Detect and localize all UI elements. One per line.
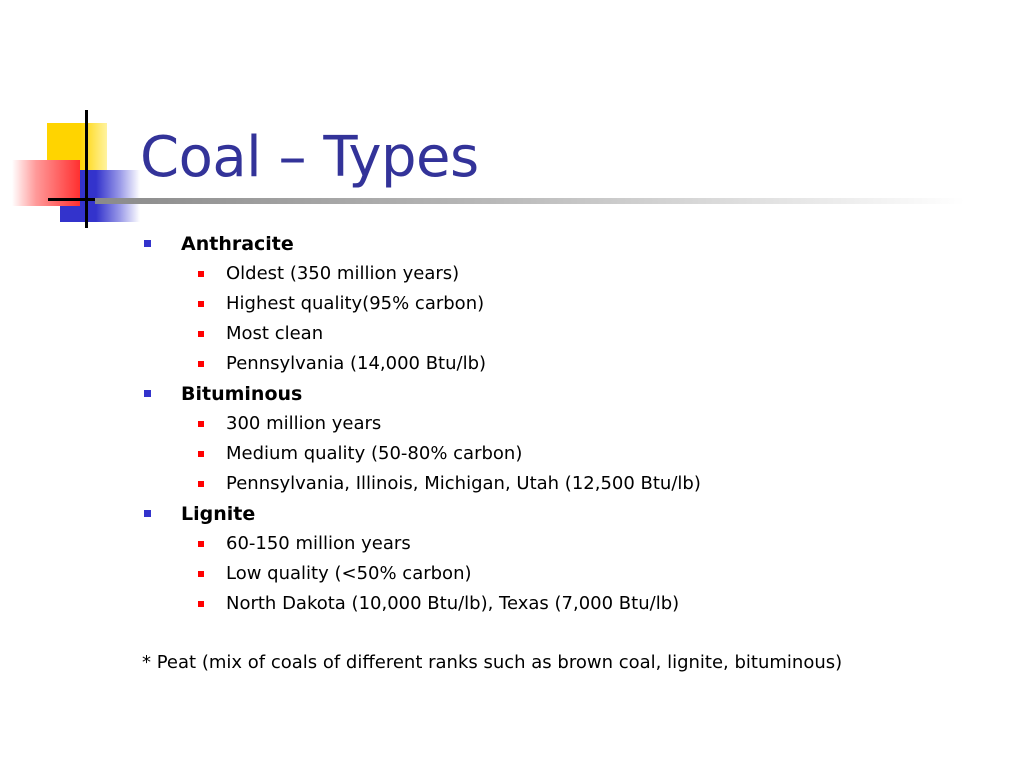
list-item (142, 409, 984, 439)
list-item-bituminous (142, 379, 984, 409)
vertical-line (85, 110, 88, 228)
square-bullet-icon (198, 601, 204, 607)
item-text: Low quality (<50% carbon) (226, 563, 472, 584)
item-text: Pennsylvania (14,000 Btu/lb) (226, 353, 487, 374)
square-bullet-icon (198, 481, 204, 487)
item-text: Pennsylvania, Illinois, Michigan, Utah (12,500 Btu/lb) (226, 473, 701, 494)
title-divider (95, 198, 965, 204)
list-item (142, 559, 984, 589)
list-item (142, 319, 984, 349)
list-item (142, 469, 984, 499)
square-bullet-icon (198, 271, 204, 277)
item-text: Most clean (226, 323, 324, 344)
item-text: Highest quality(95% carbon) (226, 293, 485, 314)
list-item (142, 439, 984, 469)
section-heading: Anthracite (181, 233, 294, 255)
square-bullet-icon (198, 571, 204, 577)
square-bullet-icon (144, 510, 151, 517)
item-text: Oldest (350 million years) (226, 263, 460, 284)
square-bullet-icon (144, 390, 151, 397)
decorative-squares-logo (0, 100, 150, 240)
list-item (142, 349, 984, 379)
square-bullet-icon (198, 541, 204, 547)
square-bullet-icon (198, 331, 204, 337)
footnote: * Peat (mix of coals of different ranks such as brown coal, lignite, bituminous) (142, 652, 843, 673)
list-item (142, 259, 984, 289)
list-item-anthracite (142, 229, 984, 259)
slide-title: Coal – Types (140, 125, 479, 190)
list-item (142, 529, 984, 559)
list-item (142, 289, 984, 319)
item-text: North Dakota (10,000 Btu/lb), Texas (7,000 Btu/lb) (226, 593, 680, 614)
square-bullet-icon (198, 361, 204, 367)
square-bullet-icon (198, 451, 204, 457)
square-bullet-icon (198, 301, 204, 307)
section-heading: Bituminous (181, 383, 303, 405)
section-heading: Lignite (181, 503, 256, 525)
item-text: 60-150 million years (226, 533, 411, 554)
square-bullet-icon (144, 240, 151, 247)
list-item-lignite (142, 499, 984, 529)
bullet-list (142, 229, 984, 619)
square-bullet-icon (198, 421, 204, 427)
item-text: Medium quality (50-80% carbon) (226, 443, 523, 464)
item-text: 300 million years (226, 413, 382, 434)
list-item (142, 589, 984, 619)
